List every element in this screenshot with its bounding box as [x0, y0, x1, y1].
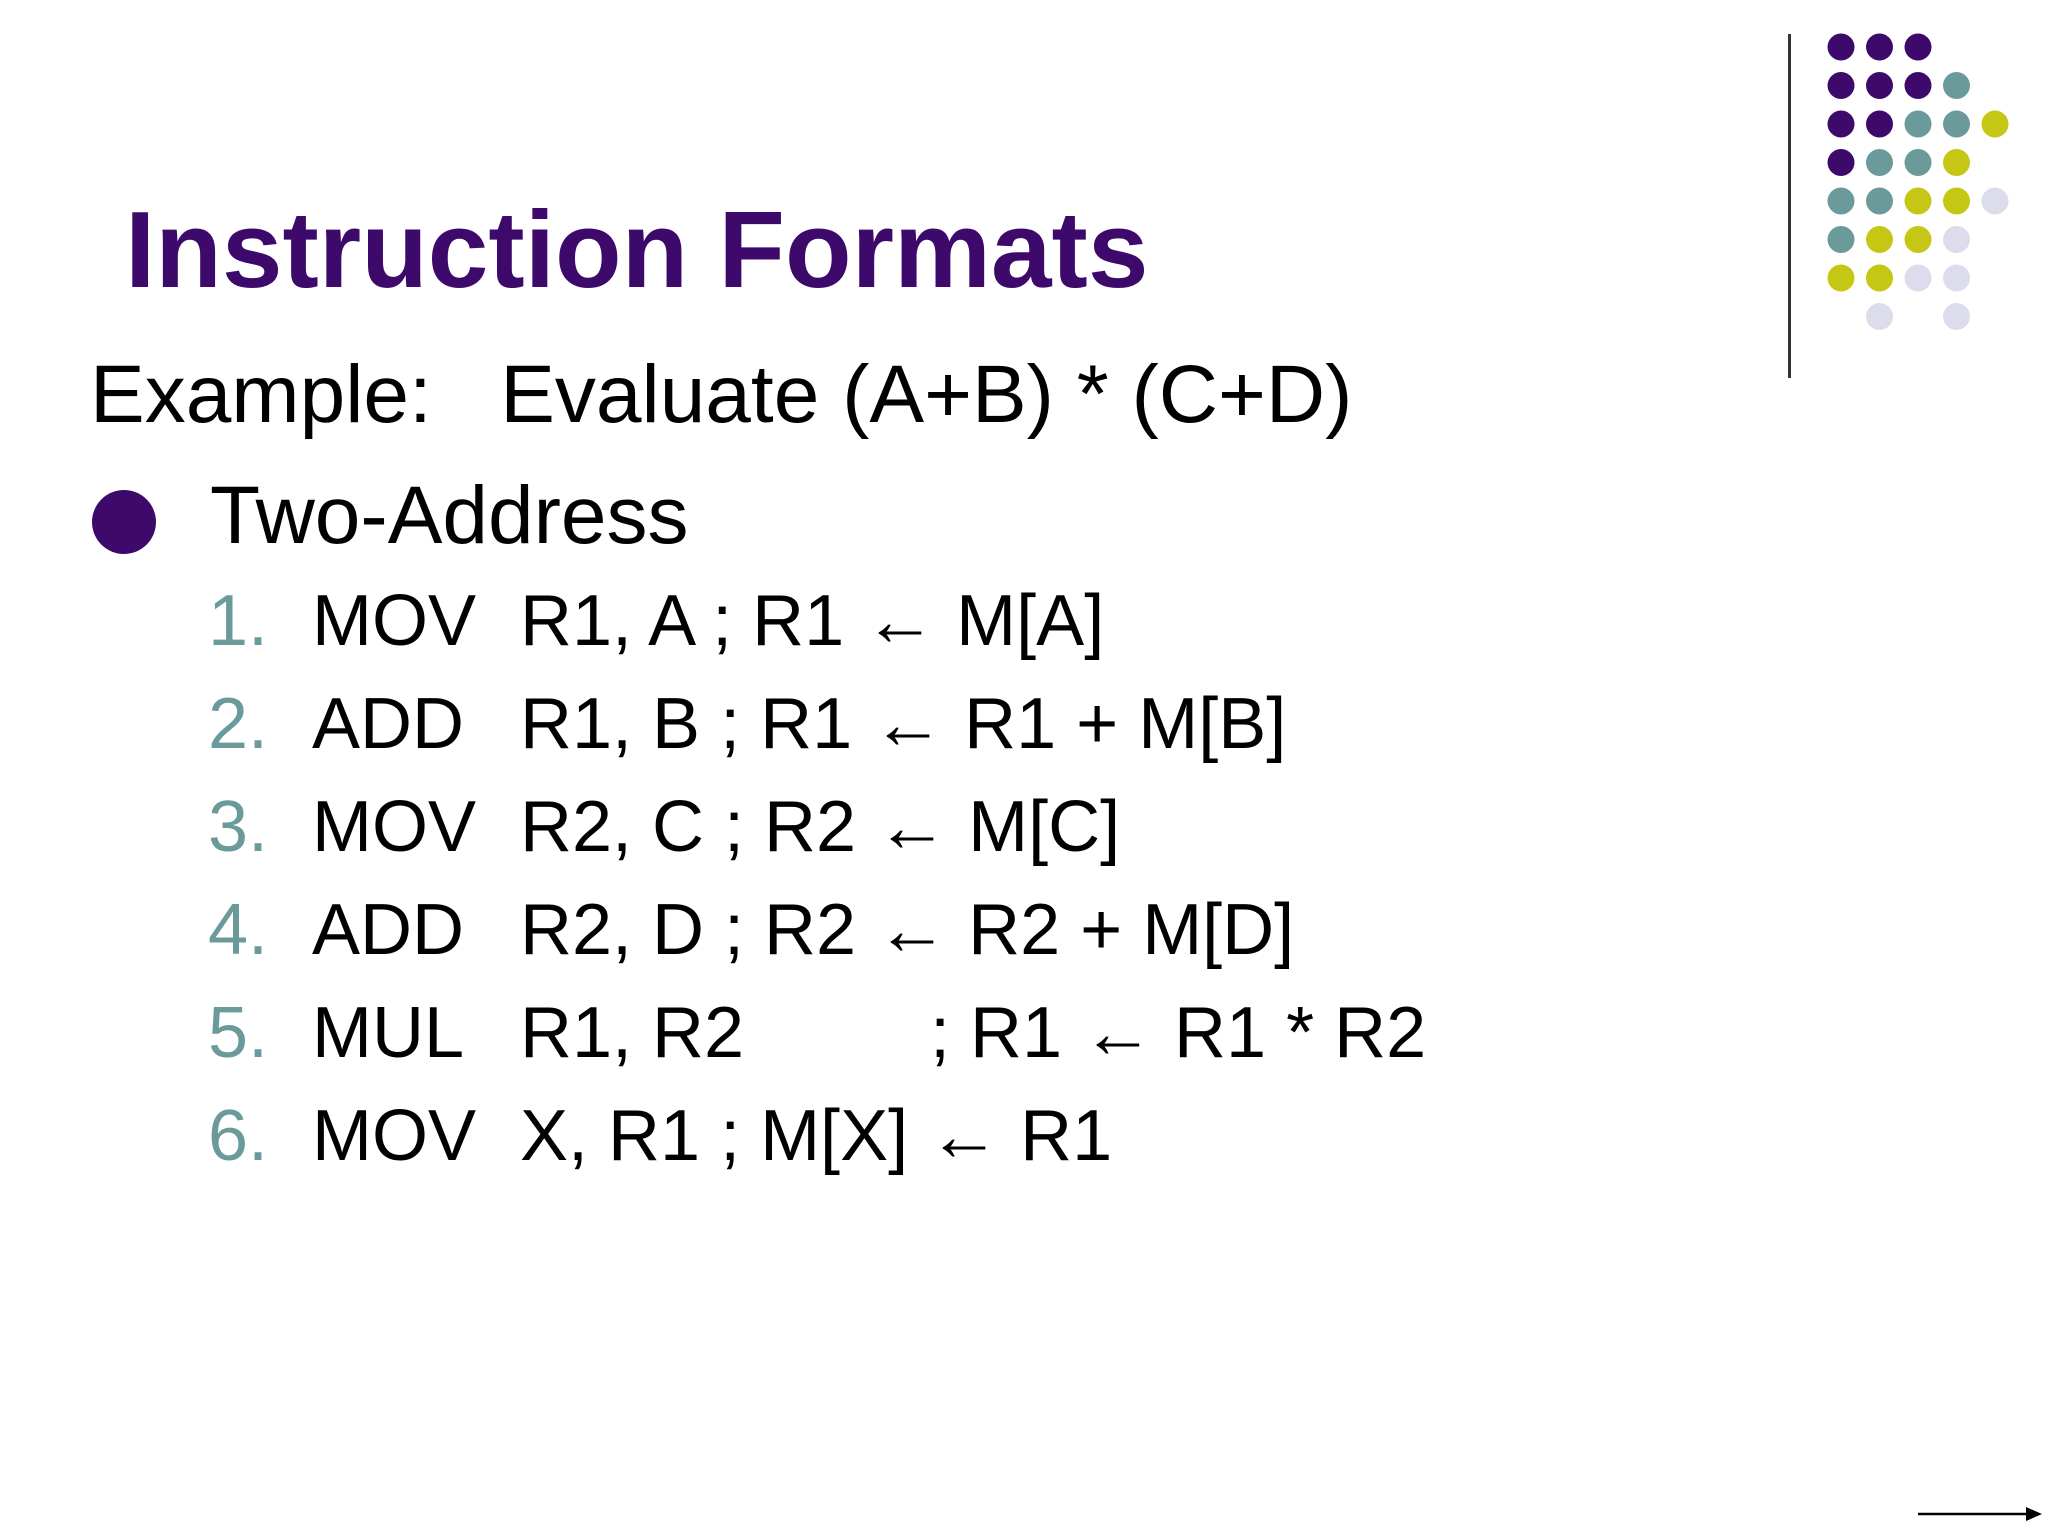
decor-dot: [1828, 226, 1855, 253]
step-opcode: ADD: [312, 890, 465, 970]
step-number: 5.: [208, 993, 269, 1073]
step-operands: R1, R2: [520, 993, 745, 1073]
bullet-label: Two-Address: [210, 470, 689, 561]
decor-dot: [1866, 72, 1893, 99]
step-operands: X, R1 ; M[X] ← R1: [520, 1096, 1113, 1176]
step-opcode: MOV: [312, 581, 477, 661]
slide-title: Instruction Formats: [125, 189, 1149, 311]
step-opcode: MOV: [312, 787, 477, 867]
decor-dot: [1943, 303, 1970, 330]
decor-dot: [1866, 34, 1893, 61]
step-number: 1.: [208, 581, 269, 661]
step-opcode: MUL: [312, 993, 465, 1073]
step-comment: ; R1 ← R1 * R2: [930, 993, 1427, 1073]
arrow-right-icon[interactable]: [1918, 1504, 2043, 1524]
decor-dot: [1866, 188, 1893, 215]
decor-dot: [1828, 188, 1855, 215]
decor-dot: [1866, 111, 1893, 138]
decor-dot: [1905, 111, 1932, 138]
example-expression: Evaluate (A+B) * (C+D): [500, 349, 1353, 440]
decor-dot: [1943, 149, 1970, 176]
step-opcode: ADD: [312, 684, 465, 764]
step-operands: R1, A ; R1 ← M[A]: [520, 581, 1105, 661]
decor-dot: [1866, 149, 1893, 176]
step-operands: R2, C ; R2 ← M[C]: [520, 787, 1121, 867]
step-operands: R2, D ; R2 ← R2 + M[D]: [520, 890, 1295, 970]
decor-dot: [1905, 149, 1932, 176]
decor-dot: [1943, 265, 1970, 292]
decor-dot: [1828, 72, 1855, 99]
decor-dot: [1828, 34, 1855, 61]
bullet-dot-icon: [92, 490, 156, 554]
decor-dot: [1905, 34, 1932, 61]
example-label: Example:: [90, 349, 432, 440]
decorative-dot-grid: [0, 0, 2048, 340]
example-line: [90, 345, 1352, 445]
decor-dot: [1905, 72, 1932, 99]
decor-dot: [1943, 72, 1970, 99]
decor-dot: [1943, 188, 1970, 215]
decor-dot: [1905, 226, 1932, 253]
decor-dot: [1828, 265, 1855, 292]
vertical-divider: [1788, 34, 1791, 378]
decor-dot: [1982, 111, 2009, 138]
step-number: 2.: [208, 684, 269, 764]
step-number: 4.: [208, 890, 269, 970]
decor-dot: [1982, 188, 2009, 215]
decor-dot: [1828, 149, 1855, 176]
step-number: 6.: [208, 1096, 269, 1176]
decor-dot: [1905, 265, 1932, 292]
decor-dot: [1866, 303, 1893, 330]
step-number: 3.: [208, 787, 269, 867]
decor-dot: [1943, 111, 1970, 138]
step-opcode: MOV: [312, 1096, 477, 1176]
decor-dot: [1866, 226, 1893, 253]
decor-dot: [1866, 265, 1893, 292]
decor-dot: [1943, 226, 1970, 253]
decor-dot: [1905, 188, 1932, 215]
decor-dot: [1828, 111, 1855, 138]
step-operands: R1, B ; R1 ← R1 + M[B]: [520, 684, 1287, 764]
